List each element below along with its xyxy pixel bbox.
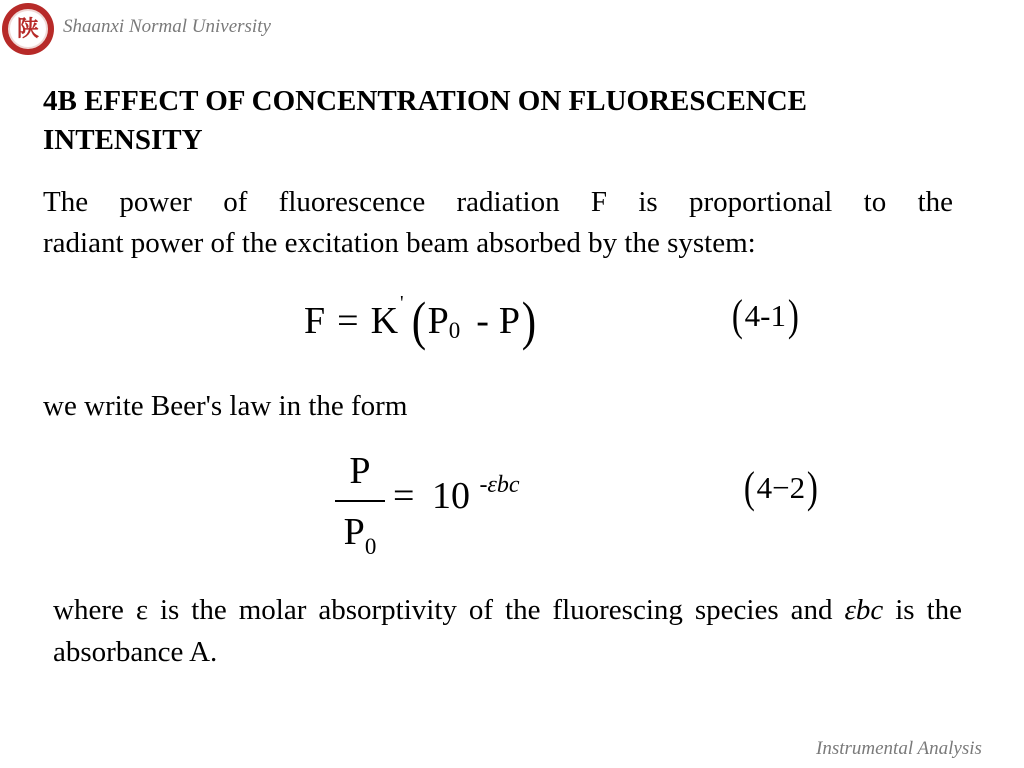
- paragraph-intro: [43, 182, 953, 264]
- eqnum2-open: (: [743, 463, 755, 512]
- equation-number-2: [742, 463, 820, 512]
- paragraph-beers-law: we write Beer's law in the form: [43, 390, 408, 422]
- eq1-open-paren: (: [411, 291, 426, 351]
- slide-title: 4B EFFECT OF CONCENTRATION ON FLUORESCENCE INTENSITY: [43, 85, 808, 156]
- paragraph3-text-end: is the absorbance A.: [53, 594, 963, 668]
- eqnum1-open: (: [731, 291, 743, 340]
- university-logo: [2, 3, 54, 55]
- eqnum1-value: 4-1: [744, 298, 786, 333]
- eq2-numerator: P: [349, 450, 371, 492]
- eq2-denominator-symbol: P: [343, 510, 365, 553]
- paragraph-absorptivity: [53, 589, 962, 673]
- eq1-term2: P: [498, 300, 521, 342]
- eqnum1-close: ): [787, 291, 799, 340]
- eqnum2-value: 4−2: [756, 470, 806, 505]
- paragraph-intro-line2: radiant power of the excitation beam absorbed by the system:: [43, 227, 756, 259]
- university-name: Shaanxi Normal University: [63, 16, 271, 37]
- eq2-denominator-subscript: 0: [364, 533, 377, 559]
- equation-number-1: [730, 291, 801, 340]
- eq1-minus: -: [476, 300, 489, 342]
- paragraph-intro-line1: The power of fluorescence radiation F is proportional to the: [43, 186, 953, 218]
- eq2-base: 10: [431, 475, 470, 517]
- eq2-equals: =: [393, 475, 415, 517]
- eqnum2-close: ): [806, 463, 818, 512]
- eq2-exponent: -εbc: [479, 472, 520, 498]
- equation-beers-law: [393, 474, 520, 518]
- eq1-term1-subscript: 0: [448, 318, 461, 343]
- eq2-fraction-bar: [335, 500, 385, 502]
- eq2-denominator: [335, 510, 385, 559]
- eq1-close-paren: ): [521, 291, 537, 351]
- logo-emblem: [8, 9, 48, 49]
- footer-course-name: Instrumental Analysis: [816, 738, 982, 759]
- equation-fluorescence-power: [304, 286, 538, 356]
- eq1-constant: K: [370, 300, 399, 342]
- logo-glyph: 陕: [16, 16, 39, 41]
- eq1-lhs: F: [304, 300, 326, 342]
- eq1-equals: =: [337, 300, 359, 342]
- eq1-prime: ': [400, 291, 404, 314]
- paragraph3-text-start: where ε is the molar absorptivity of the fluorescing species and: [53, 594, 833, 626]
- paragraph3-italic-ebc: εbc: [844, 594, 884, 626]
- eq2-fraction: [335, 448, 385, 559]
- eq1-term1: P: [427, 300, 449, 342]
